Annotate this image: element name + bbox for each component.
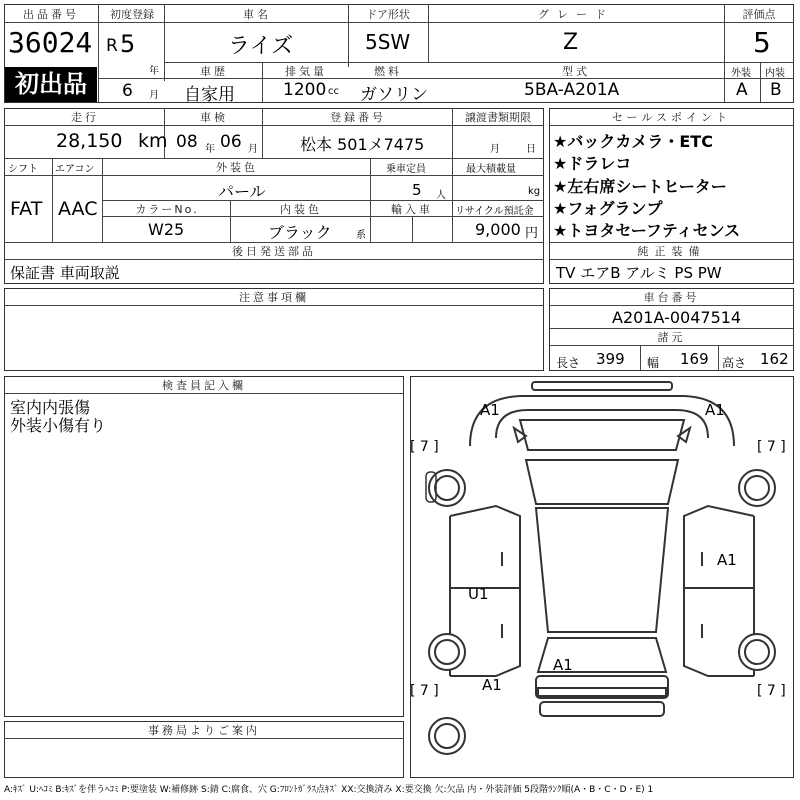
load-label: 最大積載量: [466, 164, 516, 175]
inspection-month-unit: 月: [248, 144, 258, 155]
displacement-unit: cc: [328, 86, 339, 97]
interior-color: ブラック: [268, 223, 332, 242]
exterior-grade: A: [736, 80, 748, 100]
history-label: 車歴: [200, 65, 228, 78]
sales-point-1: ★バックカメラ・ETC: [553, 132, 713, 151]
chassis-number: A201A-0047514: [612, 308, 742, 327]
year-unit: 年: [149, 66, 159, 77]
color-no-label: カラーNo.: [135, 203, 199, 216]
transfer-day-unit: 日: [526, 144, 536, 155]
import-label: 輸入車: [391, 203, 433, 216]
tire-tread-right-front: [ 7 ]: [757, 439, 786, 455]
tire-tread-left-rear: [ 7 ]: [410, 683, 439, 699]
history: 自家用: [184, 85, 235, 105]
capacity-label: 乗車定員: [386, 164, 426, 175]
recycle-label: リサイクル預託金: [455, 206, 534, 217]
height: 162: [760, 350, 789, 368]
chassis-label: 車台番号: [643, 291, 700, 304]
fuel: ガソリン: [360, 85, 428, 105]
transfer-label: 譲渡書類期限: [465, 111, 531, 124]
model: 5BA-A201A: [524, 80, 620, 100]
exterior-color: パール: [218, 182, 266, 201]
shift-label: シフト: [8, 164, 38, 175]
car-condition-diagram: [410, 376, 794, 778]
length: 399: [596, 350, 625, 368]
inspector-line-2: 外装小傷有り: [10, 416, 107, 435]
transfer-month-unit: 月: [490, 144, 500, 155]
car-outline: [450, 382, 754, 716]
inspection-year: 08: [176, 132, 198, 152]
capacity-unit: 人: [436, 190, 446, 201]
office-label: 事務局よりご案内: [148, 724, 260, 737]
interior-grade: B: [770, 80, 782, 100]
ext-color-label: 外装色: [216, 161, 258, 174]
fuel-label: 燃料: [374, 65, 402, 78]
inspection-month: 06: [220, 132, 242, 152]
grade-label: グレード: [538, 8, 614, 21]
exterior-label: 外装: [731, 68, 751, 79]
damage-code-rear-center: A1: [553, 656, 573, 674]
int-color-label: 内装色: [280, 203, 322, 216]
plate-label: 登録番号: [330, 111, 386, 124]
door-type: 5SW: [365, 30, 411, 54]
era: R: [106, 36, 118, 56]
color-number: W25: [148, 220, 185, 239]
inspection-year-unit: 年: [205, 144, 215, 155]
height-label: 高さ: [722, 356, 747, 370]
wheels: [429, 470, 775, 754]
displacement: 1200: [283, 80, 327, 100]
grade: Z: [563, 30, 579, 55]
inspector-label: 検査員記入欄: [162, 379, 246, 392]
notes-label: 注意事項欄: [239, 291, 309, 304]
sales-point-4: ★フォグランプ: [553, 199, 663, 218]
interior-color-unit: 系: [356, 230, 366, 241]
width-label: 幅: [647, 356, 660, 370]
shift: FAT: [10, 198, 43, 220]
capacity: 5: [412, 181, 422, 199]
score-label: 評価点: [742, 8, 776, 21]
ac-label: エアコン: [55, 164, 95, 175]
later-parts: 保証書 車両取説: [10, 264, 120, 282]
model-label: 型式: [562, 65, 590, 78]
door-label: ドア形状: [366, 8, 410, 21]
damage-code-front-left: A1: [480, 401, 500, 419]
recycle-unit: 円: [525, 226, 539, 241]
damage-code-front-right: A1: [705, 401, 725, 419]
equipment-label: 純正装備: [637, 245, 706, 258]
reg-year: 5: [120, 30, 136, 58]
damage-legend: A:ｷｽﾞ U:ﾍｺﾐ B:ｷｽﾞを伴うﾍｺﾐ P:要塗装 W:補修跡 S:錆 C:腐食、穴 G:ﾌﾛﾝﾄｶﾞﾗｽ点ｷｽﾞ XX:交換済み X:要交換 欠:欠品 内・外装評価 5段階ﾗﾝｸ順(A・B・C・D・E) 1: [4, 785, 654, 795]
sales-points-label: セールスポイント: [611, 111, 731, 124]
sales-point-2: ★ドラレコ: [553, 154, 632, 173]
recycle-fee: 9,000: [475, 220, 521, 239]
plate-number: 松本 501メ7475: [300, 135, 425, 154]
tire-tread-right-rear: [ 7 ]: [757, 683, 786, 699]
width: 169: [680, 350, 709, 368]
first-listing-badge: 初出品: [5, 67, 97, 102]
load-unit: kg: [528, 186, 541, 197]
lot-number: 36024: [8, 26, 93, 59]
reg-month: 6: [122, 81, 133, 101]
month-unit: 月: [149, 90, 159, 101]
first-reg-label: 初度登録: [110, 8, 154, 21]
inspector-line-1: 室内内張傷: [10, 398, 91, 417]
car-name: ライズ: [228, 34, 294, 59]
damage-code-left-door: U1: [468, 585, 489, 603]
interior-label: 内装: [765, 68, 785, 79]
sales-point-5: ★トヨタセーフティセンス: [553, 221, 741, 240]
later-parts-label: 後日発送部品: [232, 245, 316, 258]
displacement-label: 排気量: [285, 65, 327, 78]
lot-number-label: 出品番号: [23, 8, 79, 21]
air-conditioner: AAC: [58, 198, 98, 220]
tire-tread-left-front: [ 7 ]: [410, 439, 439, 455]
specs-label: 諸元: [657, 331, 686, 344]
inspection-label: 車検: [200, 111, 228, 124]
damage-code-rear-left: A1: [482, 676, 502, 694]
damage-code-right-door: A1: [717, 551, 737, 569]
car-name-label: 車名: [243, 8, 271, 21]
mileage: 28,150: [56, 130, 123, 152]
equipment: TV エアB アルミ PS PW: [556, 264, 722, 282]
sales-point-3: ★左右席シートヒーター: [553, 177, 727, 196]
score: 5: [753, 26, 771, 59]
length-label: 長さ: [556, 356, 581, 370]
mileage-label: 走行: [71, 111, 99, 124]
mileage-unit: km: [138, 130, 168, 152]
